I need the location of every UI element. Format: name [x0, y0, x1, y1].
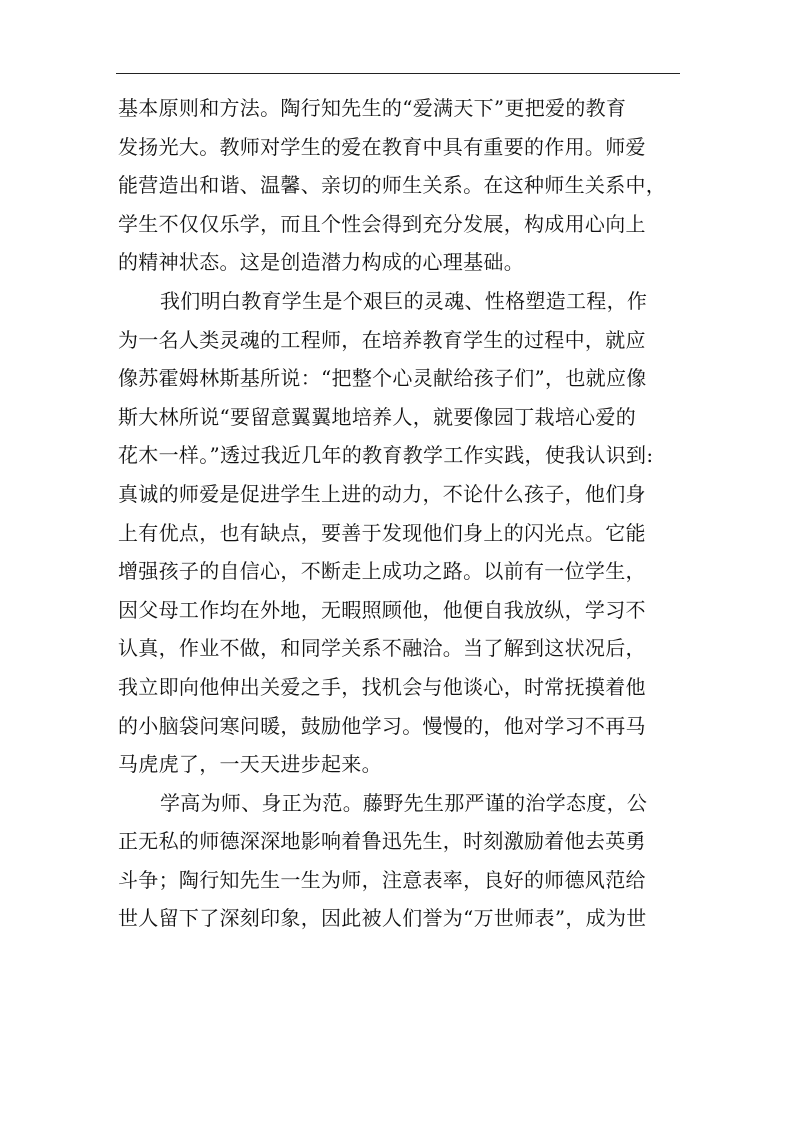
text-line-15: 认真，作业不做，和同学关系不融洽。当了解到这状况后， — [118, 636, 646, 661]
text-line-20: 正无私的师德深深地影响着鲁迅先生，时刻激励着他去英勇 — [118, 829, 646, 854]
text-line-19-paragraph-start: 学高为师、身正为范。藤野先生那严谨的治学态度，公 — [160, 790, 648, 815]
body-text — [118, 89, 680, 938]
text-line-22: 世人留下了深刻印象，因此被人们誉为“万世师表”，成为世 — [118, 906, 647, 931]
text-line-14: 因父母工作均在外地，无暇照顾他，他便自我放纵，学习不 — [118, 597, 646, 622]
text-line-8: 像苏霍姆林斯基所说：“把整个心灵献给孩子们”，也就应像 — [118, 366, 647, 391]
header-rule — [116, 73, 680, 74]
text-line-18: 马虎虎了，一天天进步起来。 — [118, 752, 382, 777]
text-line-11: 真诚的师爱是促进学生上进的动力，不论什么孩子，他们身 — [118, 481, 646, 506]
text-line-21: 斗争；陶行知先生一生为师，注意表率，良好的师德风范给 — [118, 867, 646, 892]
text-line-2: 发扬光大。教师对学生的爱在教育中具有重要的作用。师爱 — [118, 134, 646, 159]
text-line-7: 为一名人类灵魂的工程师，在培养教育学生的过程中，就应 — [118, 327, 646, 352]
text-line-16: 我立即向他伸出关爱之手，找机会与他谈心，时常抚摸着他 — [118, 674, 646, 699]
text-line-3: 能营造出和谐、温馨、亲切的师生关系。在这种师生关系中， — [118, 173, 667, 198]
text-line-9: 斯大林所说“要留意翼翼地培养人，就要像园丁栽培心爱的 — [118, 404, 637, 429]
text-line-6-paragraph-start: 我们明白教育学生是个艰巨的灵魂、性格塑造工程，作 — [160, 288, 648, 313]
text-line-17: 的小脑袋问寒问暖，鼓励他学习。慢慢的，他对学习不再马 — [118, 713, 646, 738]
text-line-12: 上有优点，也有缺点，要善于发现他们身上的闪光点。它能 — [118, 520, 646, 545]
text-line-5: 的精神状态。这是创造潜力构成的心理基础。 — [118, 250, 524, 275]
text-line-13: 增强孩子的自信心，不断走上成功之路。以前有一位学生， — [118, 559, 646, 584]
text-line-1: 基本原则和方法。陶行知先生的“爱满天下”更把爱的教育 — [118, 96, 627, 120]
text-line-10: 花木一样。”透过我近几年的教育教学工作实践，使我认识到: — [118, 443, 654, 468]
text-line-4: 学生不仅仅乐学，而且个性会得到充分发展，构成用心向上 — [118, 211, 646, 236]
